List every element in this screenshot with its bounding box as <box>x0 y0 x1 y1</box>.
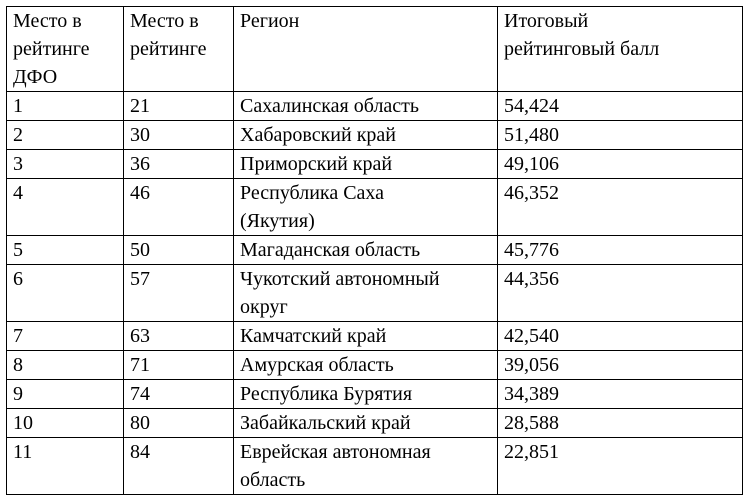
cell-value: 49,106 <box>504 153 559 175</box>
cell-value: Забайкальский край <box>240 412 411 434</box>
dfo-rank-cell <box>7 409 124 438</box>
header-rank <box>124 7 234 92</box>
rating-table <box>6 6 743 495</box>
cell-value: 57 <box>130 268 150 290</box>
dfo-rank-cell <box>7 150 124 179</box>
cell-value: 3 <box>13 153 23 175</box>
cell-value: 1 <box>13 95 23 117</box>
cell-value: 22,851 <box>504 441 559 463</box>
header-dfo-rank <box>7 7 124 92</box>
table-row <box>7 92 743 121</box>
cell-value: 84 <box>130 441 150 463</box>
rank-cell <box>124 121 234 150</box>
cell-value: 51,480 <box>504 124 559 146</box>
rank-cell <box>124 322 234 351</box>
cell-value: 5 <box>13 239 23 261</box>
dfo-rank-cell <box>7 322 124 351</box>
dfo-rank-cell <box>7 179 124 236</box>
cell-value: 8 <box>13 354 23 376</box>
region-cell <box>234 265 498 322</box>
cell-value: Магаданская область <box>240 239 421 261</box>
cell-value: Амурская область <box>240 354 394 376</box>
cell-value: Хабаровский край <box>240 124 396 146</box>
rank-cell <box>124 92 234 121</box>
score-cell <box>498 322 743 351</box>
table-header-row <box>7 7 743 92</box>
region-cell <box>234 380 498 409</box>
score-cell <box>498 236 743 265</box>
cell-value: 28,588 <box>504 412 559 434</box>
dfo-rank-cell <box>7 380 124 409</box>
cell-value: 34,389 <box>504 383 559 405</box>
cell-value: 6 <box>13 268 23 290</box>
table-row <box>7 438 743 495</box>
table-row <box>7 409 743 438</box>
region-cell <box>234 438 498 495</box>
cell-value: 44,356 <box>504 268 559 290</box>
score-cell <box>498 351 743 380</box>
region-cell <box>234 409 498 438</box>
rank-cell <box>124 380 234 409</box>
cell-value: Республика Саха (Якутия) <box>240 182 385 232</box>
cell-value: 10 <box>13 412 33 434</box>
header-region <box>234 7 498 92</box>
region-cell <box>234 351 498 380</box>
table-row <box>7 121 743 150</box>
cell-value: 54,424 <box>504 95 559 117</box>
cell-value: 36 <box>130 153 150 175</box>
cell-value: 2 <box>13 124 23 146</box>
header-label: Место в рейтинге ДФО <box>13 10 90 88</box>
region-cell <box>234 92 498 121</box>
header-label: Место в рейтинге <box>130 10 207 60</box>
cell-value: Сахалинская область <box>240 95 420 117</box>
cell-value: 80 <box>130 412 150 434</box>
dfo-rank-cell <box>7 351 124 380</box>
dfo-rank-cell <box>7 438 124 495</box>
cell-value: 21 <box>130 95 150 117</box>
score-cell <box>498 409 743 438</box>
region-cell <box>234 322 498 351</box>
table-row <box>7 351 743 380</box>
score-cell <box>498 265 743 322</box>
rank-cell <box>124 409 234 438</box>
header-score <box>498 7 743 92</box>
table-row <box>7 150 743 179</box>
rank-cell <box>124 236 234 265</box>
cell-value: Приморский край <box>240 153 393 175</box>
table-body <box>7 92 743 495</box>
cell-value: 42,540 <box>504 325 559 347</box>
rank-cell <box>124 150 234 179</box>
dfo-rank-cell <box>7 121 124 150</box>
region-cell <box>234 121 498 150</box>
cell-value: 46,352 <box>504 182 559 204</box>
dfo-rank-cell <box>7 236 124 265</box>
cell-value: 45,776 <box>504 239 559 261</box>
score-cell <box>498 380 743 409</box>
cell-value: 30 <box>130 124 150 146</box>
rank-cell <box>124 179 234 236</box>
rank-cell <box>124 438 234 495</box>
dfo-rank-cell <box>7 92 124 121</box>
table-row <box>7 265 743 322</box>
score-cell <box>498 179 743 236</box>
cell-value: 11 <box>13 441 33 463</box>
cell-value: 74 <box>130 383 150 405</box>
cell-value: 4 <box>13 182 23 204</box>
score-cell <box>498 438 743 495</box>
cell-value: Еврейская автономная область <box>240 441 431 491</box>
table-row <box>7 380 743 409</box>
header-label: Регион <box>240 10 300 32</box>
table-row <box>7 179 743 236</box>
cell-value: 9 <box>13 383 23 405</box>
table-row <box>7 322 743 351</box>
score-cell <box>498 121 743 150</box>
cell-value: 63 <box>130 325 150 347</box>
cell-value: 7 <box>13 325 23 347</box>
rank-cell <box>124 265 234 322</box>
cell-value: 46 <box>130 182 150 204</box>
rank-cell <box>124 351 234 380</box>
cell-value: 50 <box>130 239 150 261</box>
region-cell <box>234 236 498 265</box>
cell-value: Чукотский автономный округ <box>240 268 440 318</box>
region-cell <box>234 179 498 236</box>
dfo-rank-cell <box>7 265 124 322</box>
region-cell <box>234 150 498 179</box>
cell-value: 39,056 <box>504 354 559 376</box>
cell-value: Республика Бурятия <box>240 383 413 405</box>
cell-value: Камчатский край <box>240 325 387 347</box>
header-label: Итоговый рейтинговый балл <box>504 10 660 60</box>
score-cell <box>498 92 743 121</box>
score-cell <box>498 150 743 179</box>
table-row <box>7 236 743 265</box>
cell-value: 71 <box>130 354 150 376</box>
